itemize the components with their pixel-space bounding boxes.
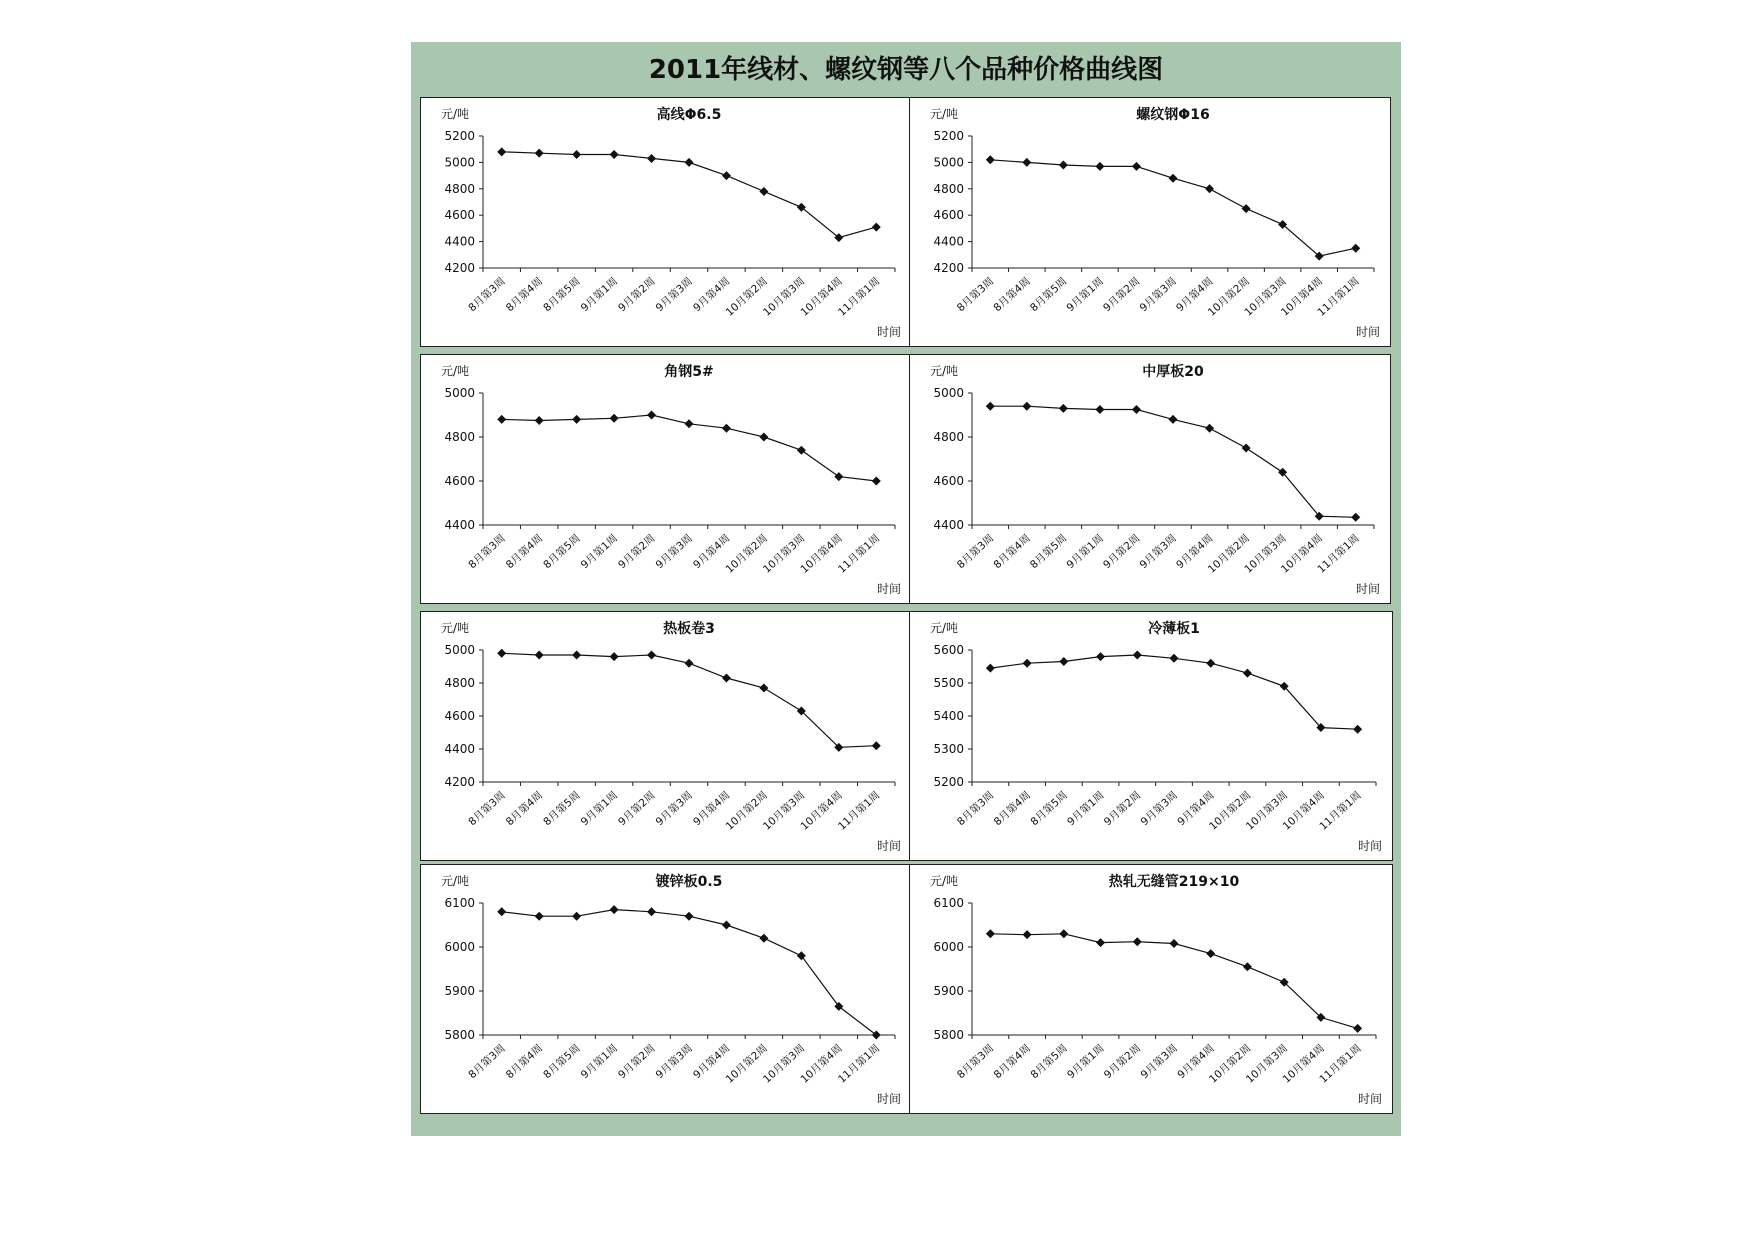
chart-panel-8 — [909, 864, 1393, 1114]
chart-1-x-tick-label: 9月第3周 — [653, 275, 696, 315]
chart-4-data-point — [1022, 402, 1031, 411]
chart-8-x-tick-label: 8月第3周 — [954, 1042, 997, 1082]
chart-1-y-tick-label: 4400 — [444, 234, 475, 249]
chart-1-y-tick-label: 5200 — [444, 129, 475, 143]
chart-3-x-tick-label: 8月第3周 — [466, 532, 508, 572]
chart-1-data-point — [647, 154, 656, 163]
chart-1-x-tick-label: 8月第5周 — [541, 275, 583, 315]
chart-5-x-tick-label: 9月第2周 — [616, 789, 658, 829]
chart-board — [411, 42, 1401, 1136]
chart-7-x-tick-label: 8月第3周 — [466, 1042, 508, 1082]
chart-8-x-tick-label: 9月第3周 — [1138, 1042, 1181, 1082]
chart-5-y-tick-label: 4800 — [444, 676, 475, 690]
line-chart-7 — [421, 865, 913, 1115]
chart-2-x-tick-label: 8月第3周 — [954, 275, 997, 315]
chart-6-y-tick-label: 5500 — [933, 676, 964, 690]
chart-7-y-tick-label: 6100 — [444, 896, 475, 910]
chart-5-data-point — [685, 659, 694, 668]
chart-6-y-tick-label: 5600 — [933, 643, 964, 657]
chart-2-x-tick-label: 9月第2周 — [1101, 275, 1143, 315]
chart-4-data-point — [1205, 424, 1214, 433]
chart-2-x-tick-label: 10月第3周 — [1242, 275, 1289, 319]
chart-5-data-point — [497, 649, 506, 658]
chart-4-y-tick-label: 4800 — [933, 430, 964, 444]
chart-8-y-tick-label: 6100 — [933, 896, 964, 910]
chart-7-x-tick-label: 8月第4周 — [503, 1042, 546, 1082]
chart-3-data-point — [759, 433, 768, 442]
chart-2-y-tick-label: 5200 — [933, 129, 964, 143]
chart-5-title: 热板卷3 — [663, 621, 715, 637]
chart-7-x-tick-label: 8月第5周 — [541, 1042, 583, 1082]
chart-6-y-tick-label: 5300 — [933, 742, 964, 756]
chart-2-y-axis-label: 元/吨 — [930, 107, 959, 121]
chart-4-data-point — [1169, 415, 1178, 424]
chart-6-x-axis-label: 时间 — [1357, 839, 1382, 853]
chart-2-data-point — [1059, 161, 1068, 170]
chart-7-x-axis-label: 时间 — [876, 1092, 901, 1106]
chart-1-x-tick-label: 10月第2周 — [723, 275, 770, 319]
chart-2-x-tick-label: 8月第5周 — [1027, 275, 1070, 315]
chart-3-data-point — [610, 414, 619, 423]
chart-8-y-axis-label: 元/吨 — [930, 874, 959, 888]
line-chart-3 — [421, 355, 913, 605]
chart-2-data-point — [1351, 244, 1360, 253]
chart-6-data-point — [1170, 654, 1179, 663]
chart-4-y-tick-label: 5000 — [933, 386, 964, 400]
chart-6-data-point — [1096, 652, 1105, 661]
chart-2-x-axis-label: 时间 — [1355, 325, 1380, 339]
chart-1-y-axis-label: 元/吨 — [441, 107, 470, 121]
chart-1-data-point — [759, 187, 768, 196]
chart-6-data-point — [1059, 657, 1068, 666]
chart-1-x-tick-label: 10月第3周 — [761, 275, 808, 319]
chart-1-data-point — [572, 150, 581, 159]
chart-8-data-point — [1023, 930, 1032, 939]
chart-6-x-tick-label: 10月第4周 — [1280, 789, 1327, 833]
chart-6-x-tick-label: 11月第1周 — [1317, 789, 1364, 833]
chart-2-x-tick-label: 9月第4周 — [1174, 275, 1216, 315]
chart-4-x-tick-label: 10月第4周 — [1278, 532, 1326, 576]
chart-6-title: 冷薄板1 — [1148, 621, 1200, 637]
chart-7-data-point — [647, 907, 656, 916]
chart-5-y-tick-label: 4400 — [444, 742, 475, 756]
chart-5-x-tick-label: 9月第3周 — [653, 789, 696, 829]
chart-6-data-point — [1243, 669, 1252, 678]
chart-8-data-point — [1206, 949, 1215, 958]
chart-3-data-point — [535, 416, 544, 425]
line-chart-8 — [910, 865, 1394, 1115]
chart-7-y-axis-label: 元/吨 — [441, 874, 470, 888]
chart-4-x-tick-label: 8月第3周 — [954, 532, 997, 572]
chart-panel-5 — [420, 611, 912, 861]
chart-6-x-tick-label: 10月第3周 — [1243, 789, 1291, 833]
chart-7-data-point — [497, 907, 506, 916]
chart-5-x-tick-label: 9月第1周 — [578, 789, 621, 829]
chart-7-title: 镀锌板0.5 — [655, 874, 723, 890]
chart-5-data-point — [572, 650, 581, 659]
chart-3-x-tick-label: 11月第1周 — [835, 532, 883, 576]
chart-6-x-tick-label: 10月第2周 — [1207, 789, 1254, 833]
chart-3-y-axis-label: 元/吨 — [441, 364, 470, 378]
chart-5-x-tick-label: 8月第4周 — [503, 789, 546, 829]
chart-4-x-tick-label: 10月第2周 — [1205, 532, 1253, 576]
chart-3-y-tick-label: 5000 — [444, 386, 475, 400]
chart-8-data-point — [1059, 929, 1068, 938]
chart-2-data-point — [986, 155, 995, 164]
chart-5-x-tick-label: 9月第4周 — [691, 789, 733, 829]
chart-8-x-axis-label: 时间 — [1357, 1092, 1382, 1106]
chart-3-data-point — [872, 477, 881, 486]
chart-7-series-line — [502, 910, 877, 1035]
chart-6-x-tick-label: 8月第3周 — [954, 789, 997, 829]
chart-1-data-point — [497, 147, 506, 156]
chart-8-x-tick-label: 9月第2周 — [1101, 1042, 1144, 1082]
chart-3-x-axis-label: 时间 — [876, 582, 901, 596]
chart-8-data-point — [1243, 962, 1252, 971]
chart-7-x-tick-label: 9月第2周 — [616, 1042, 658, 1082]
chart-8-x-tick-label: 10月第4周 — [1280, 1042, 1327, 1086]
chart-3-data-point — [497, 415, 506, 424]
chart-panel-4 — [909, 354, 1391, 604]
chart-6-data-point — [1353, 725, 1362, 734]
chart-7-data-point — [535, 912, 544, 921]
chart-panel-2 — [909, 97, 1391, 347]
chart-7-y-tick-label: 5800 — [444, 1028, 475, 1042]
chart-6-x-tick-label: 8月第4周 — [991, 789, 1034, 829]
chart-8-series-line — [990, 934, 1357, 1029]
chart-2-x-tick-label: 9月第3周 — [1137, 275, 1180, 315]
chart-7-x-tick-label: 10月第3周 — [761, 1042, 808, 1086]
chart-1-data-point — [610, 150, 619, 159]
line-chart-5 — [421, 612, 913, 862]
chart-8-x-tick-label: 9月第4周 — [1175, 1042, 1217, 1082]
chart-1-y-tick-label: 4600 — [444, 208, 475, 223]
chart-3-data-point — [797, 446, 806, 455]
chart-2-x-tick-label: 9月第1周 — [1064, 275, 1106, 315]
chart-2-data-point — [1169, 174, 1178, 183]
chart-3-data-point — [647, 411, 656, 420]
chart-3-x-tick-label: 9月第4周 — [691, 532, 733, 572]
chart-2-x-tick-label: 10月第2周 — [1205, 275, 1253, 319]
chart-4-x-tick-label: 9月第4周 — [1174, 532, 1216, 572]
chart-panel-7 — [420, 864, 912, 1114]
chart-5-y-axis-label: 元/吨 — [441, 621, 470, 635]
chart-2-y-tick-label: 4600 — [933, 208, 964, 223]
chart-5-x-tick-label: 10月第4周 — [798, 789, 845, 833]
chart-7-data-point — [797, 951, 806, 960]
chart-2-y-tick-label: 5000 — [933, 155, 964, 170]
chart-4-x-tick-label: 8月第5周 — [1027, 532, 1070, 572]
chart-3-y-tick-label: 4400 — [444, 518, 475, 532]
chart-2-data-point — [1095, 162, 1104, 171]
chart-1-x-tick-label: 9月第2周 — [616, 275, 658, 315]
chart-1-y-tick-label: 5000 — [444, 155, 475, 170]
chart-7-y-tick-label: 5900 — [444, 984, 475, 998]
chart-6-x-tick-label: 9月第1周 — [1065, 789, 1107, 829]
chart-7-x-tick-label: 9月第1周 — [578, 1042, 621, 1082]
chart-4-y-tick-label: 4600 — [933, 474, 964, 488]
chart-8-y-tick-label: 5900 — [933, 984, 964, 998]
chart-5-x-tick-label: 10月第2周 — [723, 789, 770, 833]
chart-1-y-tick-label: 4200 — [444, 261, 475, 275]
chart-3-y-tick-label: 4600 — [444, 474, 475, 488]
chart-4-x-tick-label: 11月第1周 — [1315, 532, 1362, 576]
chart-1-x-tick-label: 8月第4周 — [503, 275, 546, 315]
chart-8-x-tick-label: 11月第1周 — [1317, 1042, 1364, 1086]
chart-5-y-tick-label: 4600 — [444, 709, 475, 723]
chart-3-x-tick-label: 10月第2周 — [723, 532, 770, 576]
chart-2-data-point — [1242, 204, 1251, 213]
chart-6-x-tick-label: 8月第5周 — [1028, 789, 1070, 829]
chart-5-data-point — [759, 683, 768, 692]
chart-2-y-tick-label: 4200 — [933, 261, 964, 275]
chart-1-x-tick-label: 11月第1周 — [835, 275, 883, 319]
chart-5-data-point — [535, 650, 544, 659]
chart-8-title: 热轧无缝管219×10 — [1108, 874, 1240, 890]
chart-7-y-tick-label: 6000 — [444, 940, 475, 954]
chart-panel-6 — [909, 611, 1393, 861]
chart-4-x-tick-label: 9月第1周 — [1064, 532, 1106, 572]
line-chart-4 — [910, 355, 1392, 605]
chart-7-data-point — [759, 934, 768, 943]
chart-4-data-point — [1059, 404, 1068, 413]
chart-3-data-point — [722, 424, 731, 433]
line-chart-1 — [421, 98, 913, 348]
chart-1-x-tick-label: 9月第1周 — [578, 275, 621, 315]
chart-8-x-tick-label: 8月第4周 — [991, 1042, 1034, 1082]
chart-2-data-point — [1022, 158, 1031, 167]
chart-4-x-tick-label: 9月第3周 — [1137, 532, 1180, 572]
chart-8-data-point — [1170, 939, 1179, 948]
chart-5-data-point — [722, 674, 731, 683]
chart-5-x-tick-label: 11月第1周 — [835, 789, 883, 833]
chart-5-x-axis-label: 时间 — [876, 839, 901, 853]
chart-7-x-tick-label: 11月第1周 — [835, 1042, 883, 1086]
chart-1-x-tick-label: 9月第4周 — [691, 275, 733, 315]
chart-8-y-tick-label: 6000 — [933, 940, 964, 954]
chart-1-x-axis-label: 时间 — [876, 325, 901, 339]
chart-8-x-tick-label: 9月第1周 — [1065, 1042, 1107, 1082]
chart-8-data-point — [1133, 937, 1142, 946]
chart-2-y-tick-label: 4800 — [933, 181, 964, 196]
chart-5-data-point — [610, 652, 619, 661]
chart-8-data-point — [1096, 938, 1105, 947]
chart-8-x-tick-label: 10月第2周 — [1207, 1042, 1254, 1086]
chart-1-data-point — [685, 158, 694, 167]
page-title: 2011年线材、螺纹钢等八个品种价格曲线图 — [648, 55, 1164, 85]
chart-1-data-point — [872, 223, 881, 232]
chart-4-x-tick-label: 8月第4周 — [991, 532, 1033, 572]
chart-4-title: 中厚板20 — [1142, 364, 1204, 380]
chart-2-x-tick-label: 11月第1周 — [1315, 275, 1362, 319]
chart-6-data-point — [986, 664, 995, 673]
chart-6-data-point — [1206, 659, 1215, 668]
chart-3-title: 角钢5# — [664, 364, 714, 380]
chart-1-x-tick-label: 10月第4周 — [798, 275, 845, 319]
chart-3-data-point — [572, 415, 581, 424]
chart-4-x-axis-label: 时间 — [1355, 582, 1380, 596]
chart-2-y-tick-label: 4400 — [933, 234, 964, 249]
chart-5-data-point — [872, 741, 881, 750]
chart-6-y-tick-label: 5200 — [933, 775, 964, 789]
chart-5-x-tick-label: 8月第5周 — [541, 789, 583, 829]
chart-3-data-point — [685, 419, 694, 428]
chart-8-data-point — [1353, 1024, 1362, 1033]
chart-1-title: 高线Φ6.5 — [656, 107, 722, 123]
chart-4-y-axis-label: 元/吨 — [930, 364, 959, 378]
chart-4-data-point — [1095, 405, 1104, 414]
chart-5-x-tick-label: 10月第3周 — [761, 789, 808, 833]
chart-6-series-line — [990, 655, 1357, 729]
chart-8-x-tick-label: 8月第5周 — [1028, 1042, 1070, 1082]
chart-2-x-tick-label: 10月第4周 — [1278, 275, 1326, 319]
chart-2-x-tick-label: 8月第4周 — [991, 275, 1033, 315]
chart-4-data-point — [1132, 405, 1141, 414]
chart-panel-3 — [420, 354, 912, 604]
line-chart-2 — [910, 98, 1392, 348]
chart-7-data-point — [610, 905, 619, 914]
chart-3-x-tick-label: 10月第4周 — [798, 532, 845, 576]
chart-6-x-tick-label: 9月第2周 — [1101, 789, 1144, 829]
chart-6-data-point — [1023, 659, 1032, 668]
chart-panel-1 — [420, 97, 912, 347]
chart-6-x-tick-label: 9月第3周 — [1138, 789, 1181, 829]
chart-4-x-tick-label: 10月第3周 — [1242, 532, 1289, 576]
chart-1-data-point — [535, 149, 544, 158]
chart-5-y-tick-label: 5000 — [444, 643, 475, 657]
chart-5-x-tick-label: 8月第3周 — [466, 789, 508, 829]
chart-1-x-tick-label: 8月第3周 — [466, 275, 508, 315]
chart-7-data-point — [685, 912, 694, 921]
chart-7-data-point — [572, 912, 581, 921]
chart-6-y-axis-label: 元/吨 — [930, 621, 959, 635]
chart-6-y-tick-label: 5400 — [933, 709, 964, 723]
chart-6-x-tick-label: 9月第4周 — [1175, 789, 1217, 829]
chart-2-data-point — [1132, 162, 1141, 171]
chart-3-x-tick-label: 8月第5周 — [541, 532, 583, 572]
chart-8-x-tick-label: 10月第3周 — [1243, 1042, 1291, 1086]
chart-3-data-point — [834, 472, 843, 481]
chart-2-title: 螺纹钢Φ16 — [1136, 107, 1210, 123]
chart-8-y-tick-label: 5800 — [933, 1028, 964, 1042]
chart-3-x-tick-label: 9月第2周 — [616, 532, 658, 572]
chart-5-data-point — [647, 650, 656, 659]
chart-3-x-tick-label: 10月第3周 — [761, 532, 808, 576]
chart-1-y-tick-label: 4800 — [444, 181, 475, 196]
chart-1-data-point — [722, 171, 731, 180]
chart-5-y-tick-label: 4200 — [444, 775, 475, 789]
chart-4-data-point — [1242, 444, 1251, 453]
chart-3-x-tick-label: 9月第3周 — [653, 532, 696, 572]
chart-7-x-tick-label: 9月第4周 — [691, 1042, 733, 1082]
chart-3-y-tick-label: 4800 — [444, 430, 475, 444]
chart-4-data-point — [1351, 513, 1360, 522]
chart-7-x-tick-label: 10月第4周 — [798, 1042, 845, 1086]
chart-7-data-point — [722, 921, 731, 930]
chart-7-x-tick-label: 10月第2周 — [723, 1042, 770, 1086]
chart-4-y-tick-label: 4400 — [933, 518, 964, 532]
chart-3-x-tick-label: 9月第1周 — [578, 532, 621, 572]
chart-8-data-point — [986, 929, 995, 938]
chart-7-x-tick-label: 9月第3周 — [653, 1042, 696, 1082]
chart-6-data-point — [1133, 650, 1142, 659]
chart-4-data-point — [986, 402, 995, 411]
chart-4-x-tick-label: 9月第2周 — [1101, 532, 1143, 572]
line-chart-6 — [910, 612, 1394, 862]
chart-2-data-point — [1205, 184, 1214, 193]
chart-3-x-tick-label: 8月第4周 — [503, 532, 546, 572]
